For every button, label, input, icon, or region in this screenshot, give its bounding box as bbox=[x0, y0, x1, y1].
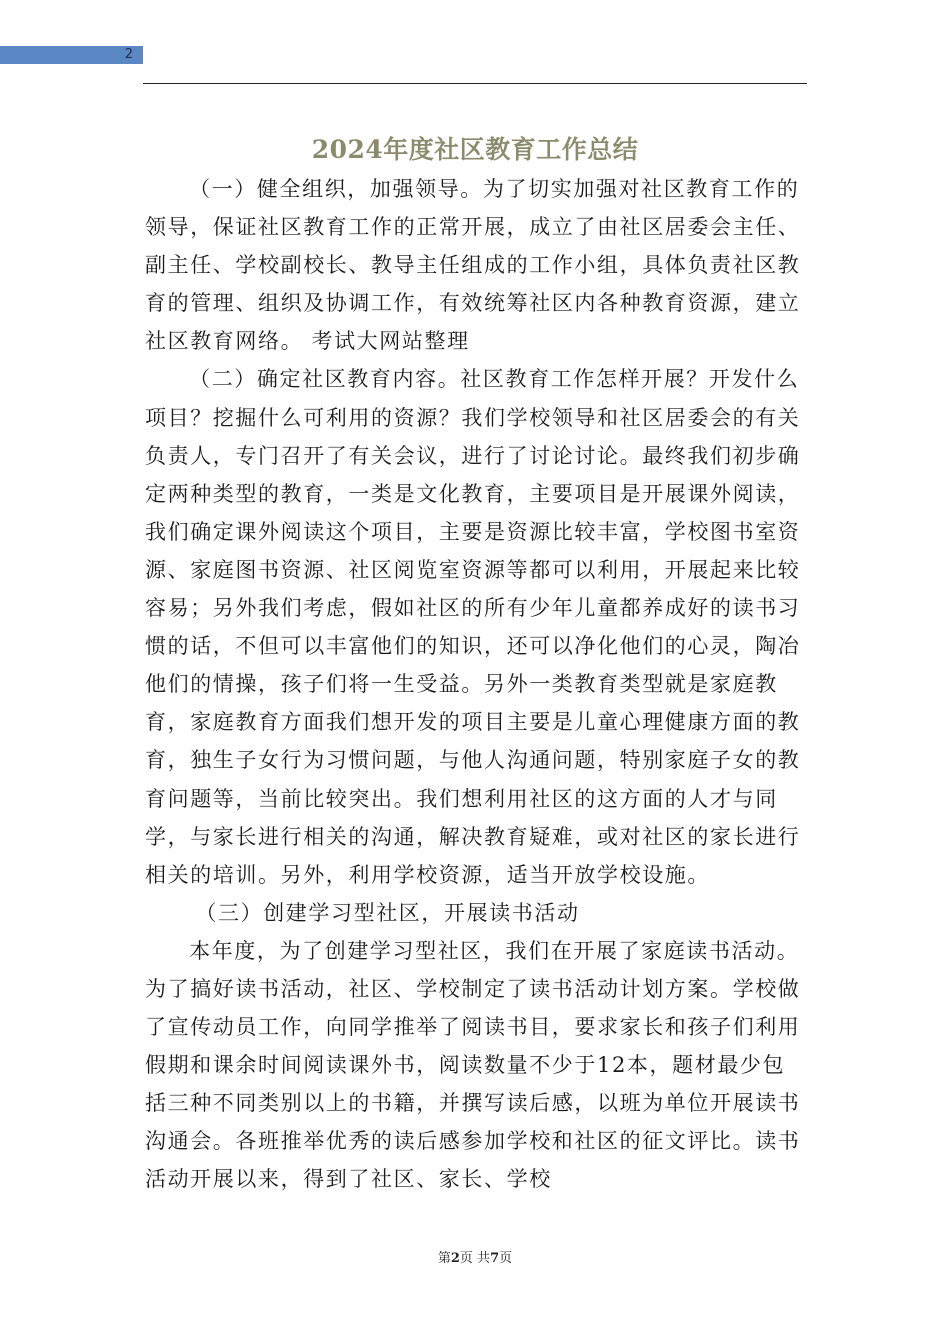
page-footer bbox=[0, 1247, 950, 1266]
footer-current-page: 2 bbox=[450, 1251, 460, 1266]
paragraph-reading-activity: 本年度，为了创建学习型社区，我们在开展了家庭读书活动。为了搞好读书活动，社区、学校制定了读书活动计划方案。学校做了宣传动员工作，向同学推举了阅读书目，要求家长和孩子们利用假期和课余时间阅读课外书，阅读数量不少于12本，题材最少包括三种不同类别以上的书籍，并撰写读后感，以班为单位开展读书沟通会。各班推举优秀的读后感参加学校和社区的征文评比。读书活动开展以来，得到了社区、家长、学校 bbox=[145, 938, 801, 1192]
paragraph-organization: （一）健全组织，加强领导。为了切实加强对社区教育工作的领导，保证社区教育工作的正常开展，成立了由社区居委会主任、副主任、学校副校长、教导主任组成的工作小组，具体负责社区教育的管理、组织及协调工作，有效统筹社区内各种教育资源，建立社区教育网络。 考试大网站整理 bbox=[145, 177, 801, 354]
document-body bbox=[145, 170, 805, 1199]
footer-middle: 页 共 bbox=[459, 1251, 491, 1266]
footer-suffix: 页 bbox=[499, 1251, 513, 1266]
paragraph-content: （二）确定社区教育内容。社区教育工作怎样开展？开发什么项目？挖掘什么可利用的资源？我们学校领导和社区居委会的有关负责人，专门召开了有关会议，进行了讨论讨论。最终我们初步确定两种类型的教育，一类是文化教育，主要项目是开展课外阅读，我们确定课外阅读这个项目，主要是资源比较丰富，学校图书室资源、家庭图书资源、社区阅览室资源等都可以利用，开展起来比较容易；另外我们考虑，假如社区的所有少年儿童都养成好的读书习惯的话，不但可以丰富他们的知识，还可以净化他们的心灵，陶冶他们的情操，孩子们将一生受益。另外一类教育类型就是家庭教育，家庭教育方面我们想开发的项目主要是儿童心理健康方面的教育，独生子女行为习惯问题，与他人沟通问题，特别家庭子女的教育问题等，当前比较突出。我们想利用社区的这方面的人才与同学，与家长进行相关的沟通，解决教育疑难，或对社区的家长进行相关的培训。另外，利用学校资源，适当开放学校设施。 bbox=[145, 367, 801, 887]
header-page-number: 2 bbox=[124, 47, 133, 62]
footer-total-pages: 7 bbox=[490, 1251, 500, 1266]
footer-prefix: 第 bbox=[437, 1251, 451, 1266]
page-number-tab bbox=[0, 46, 143, 64]
paragraph-section-heading: （三）创建学习型社区，开展读书活动 bbox=[195, 900, 580, 925]
document-title: 2024年度社区教育工作总结 bbox=[311, 135, 639, 164]
header-rule bbox=[143, 83, 807, 84]
